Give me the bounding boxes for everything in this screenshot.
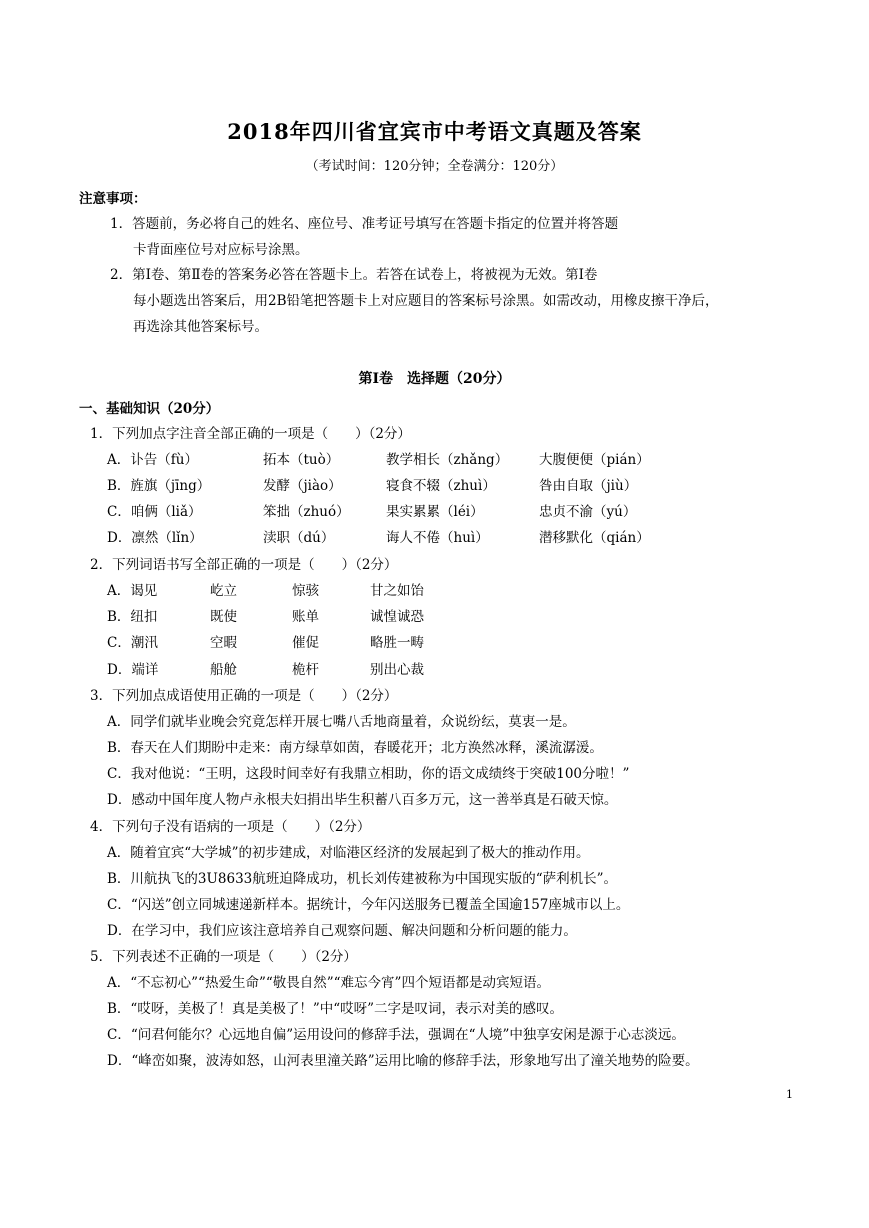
option-cell: 笨拙（zhuó） [263,504,350,520]
question-stem: 2．下列词语书写全部正确的一项是（ ）（2分） [90,557,398,573]
option-cell: D．凛然（lǐn） [107,530,203,546]
exam-info: （考试时间：120分钟；全卷满分：120分） [305,159,564,174]
question-stem: 3．下列加点成语使用正确的一项是（ ）（2分） [90,688,398,704]
option-cell: 既使 [210,609,237,625]
question-stem: 5．下列表述不正确的一项是（ ）（2分） [90,949,357,965]
option-cell: 惊骇 [292,583,319,599]
notice-line: 2．第Ⅰ卷、第Ⅱ卷的答案务必答在答题卡上。若答在试卷上，将被视为无效。第Ⅰ卷 [110,267,598,283]
option-cell: 忠贞不渝（yú） [539,504,637,520]
option-cell: 果实累累（léi） [386,504,484,520]
question-stem: 4．下列句子没有语病的一项是（ ）（2分） [90,819,371,835]
notice-line: 1．答题前，务必将自己的姓名、座位号、准考证号填写在答题卡指定的位置并将答题 [110,216,619,232]
option-cell: 渎职（dú） [263,530,335,546]
option-line: C．“闪送”创立同城速递新样本。据统计，今年闪送服务已覆盖全国逾157座城市以上。 [107,897,630,913]
page-number: 1 [786,1088,793,1101]
option-line: D．“峰峦如聚，波涛如怒，山河表里潼关路”运用比喻的修辞手法，形象地写出了潼关地势的险要。 [107,1053,699,1069]
option-line: B．“哎呀，美极了！真是美极了！”中“哎呀”二字是叹词，表示对美的感叹。 [107,1001,564,1017]
option-cell: 船舱 [210,662,237,678]
notice-line: 每小题选出答案后，用2B铅笔把答题卡上对应题目的答案标号涂黑。如需改动，用橡皮擦干净后， [133,293,719,309]
option-line: B．春天在人们期盼中走来：南方绿草如茵，春暖花开；北方涣然冰释，溪流潺湲。 [107,740,603,756]
option-cell: D．端详 [107,662,159,678]
option-line: D．感动中国年度人物卢永根夫妇捐出毕生积蓄八百多万元，这一善举真是石破天惊。 [107,792,618,808]
option-cell: 教学相长（zhǎng） [386,452,509,468]
option-cell: 诲人不倦（huì） [386,530,489,546]
option-line: A．同学们就毕业晚会究竟怎样开展七嘴八舌地商量着，众说纷纭，莫衷一是。 [107,714,576,730]
notice-line: 卡背面座位号对应标号涂黑。 [133,242,309,258]
option-cell: 甘之如饴 [370,583,424,599]
option-cell: 潜移默化（qián） [539,530,650,546]
option-line: A．“不忘初心”“热爱生命”“敬畏自然”“难忘今宵”四个短语都是动宾短语。 [107,975,550,991]
option-cell: 发酵（jiào） [263,478,342,494]
option-cell: 别出心裁 [370,662,424,678]
option-cell: 咎由自取（jiù） [539,478,638,494]
notice-line: 再选涂其他答案标号。 [133,319,268,335]
option-line: C．“问君何能尔？心远地自偏”运用设问的修辞手法，强调在“人境”中独享安闲是源于心志淡远。 [107,1027,685,1043]
option-cell: C．咱俩（liǎ） [107,504,202,520]
option-line: A．随着宜宾“大学城”的初步建成，对临港区经济的发展起到了极大的推动作用。 [107,845,590,861]
page-title: 2018年四川省宜宾市中考语文真题及答案 [227,119,642,144]
option-cell: 拓本（tuò） [263,452,340,468]
option-cell: 桅杆 [292,662,319,678]
option-cell: 大腹便便（pián） [539,452,650,468]
option-cell: 空暇 [210,635,237,651]
option-line: D．在学习中，我们应该注意培养自己观察问题、解决问题和分析问题的能力。 [107,923,577,939]
option-cell: 诚惶诚恐 [370,609,424,625]
option-line: C．我对他说：“王明，这段时间幸好有我鼎立相助，你的语文成绩终于突破100分啦！” [107,766,630,782]
option-cell: 略胜一畴 [370,635,424,651]
part-heading: 一、基础知识（20分） [79,401,220,417]
option-cell: B．旌旗（jīng） [107,478,211,494]
option-cell: A．讣告（fù） [107,452,198,468]
notice-heading: 注意事项： [79,191,147,207]
option-cell: 催促 [292,635,319,651]
option-line: B．川航执飞的3U8633航班迫降成功，机长刘传建被称为中国现实版的“萨利机长”。 [107,871,618,887]
section-heading: 第Ⅰ卷 选择题（20分） [358,371,511,387]
option-cell: 账单 [292,609,319,625]
option-cell: 屹立 [210,583,237,599]
option-cell: B．纽扣 [107,609,158,625]
option-cell: 寝食不辍（zhuì） [386,478,496,494]
question-stem: 1．下列加点字注音全部正确的一项是（ ）（2分） [90,426,411,442]
option-cell: C．潮汛 [107,635,158,651]
option-cell: A．谒见 [107,583,158,599]
